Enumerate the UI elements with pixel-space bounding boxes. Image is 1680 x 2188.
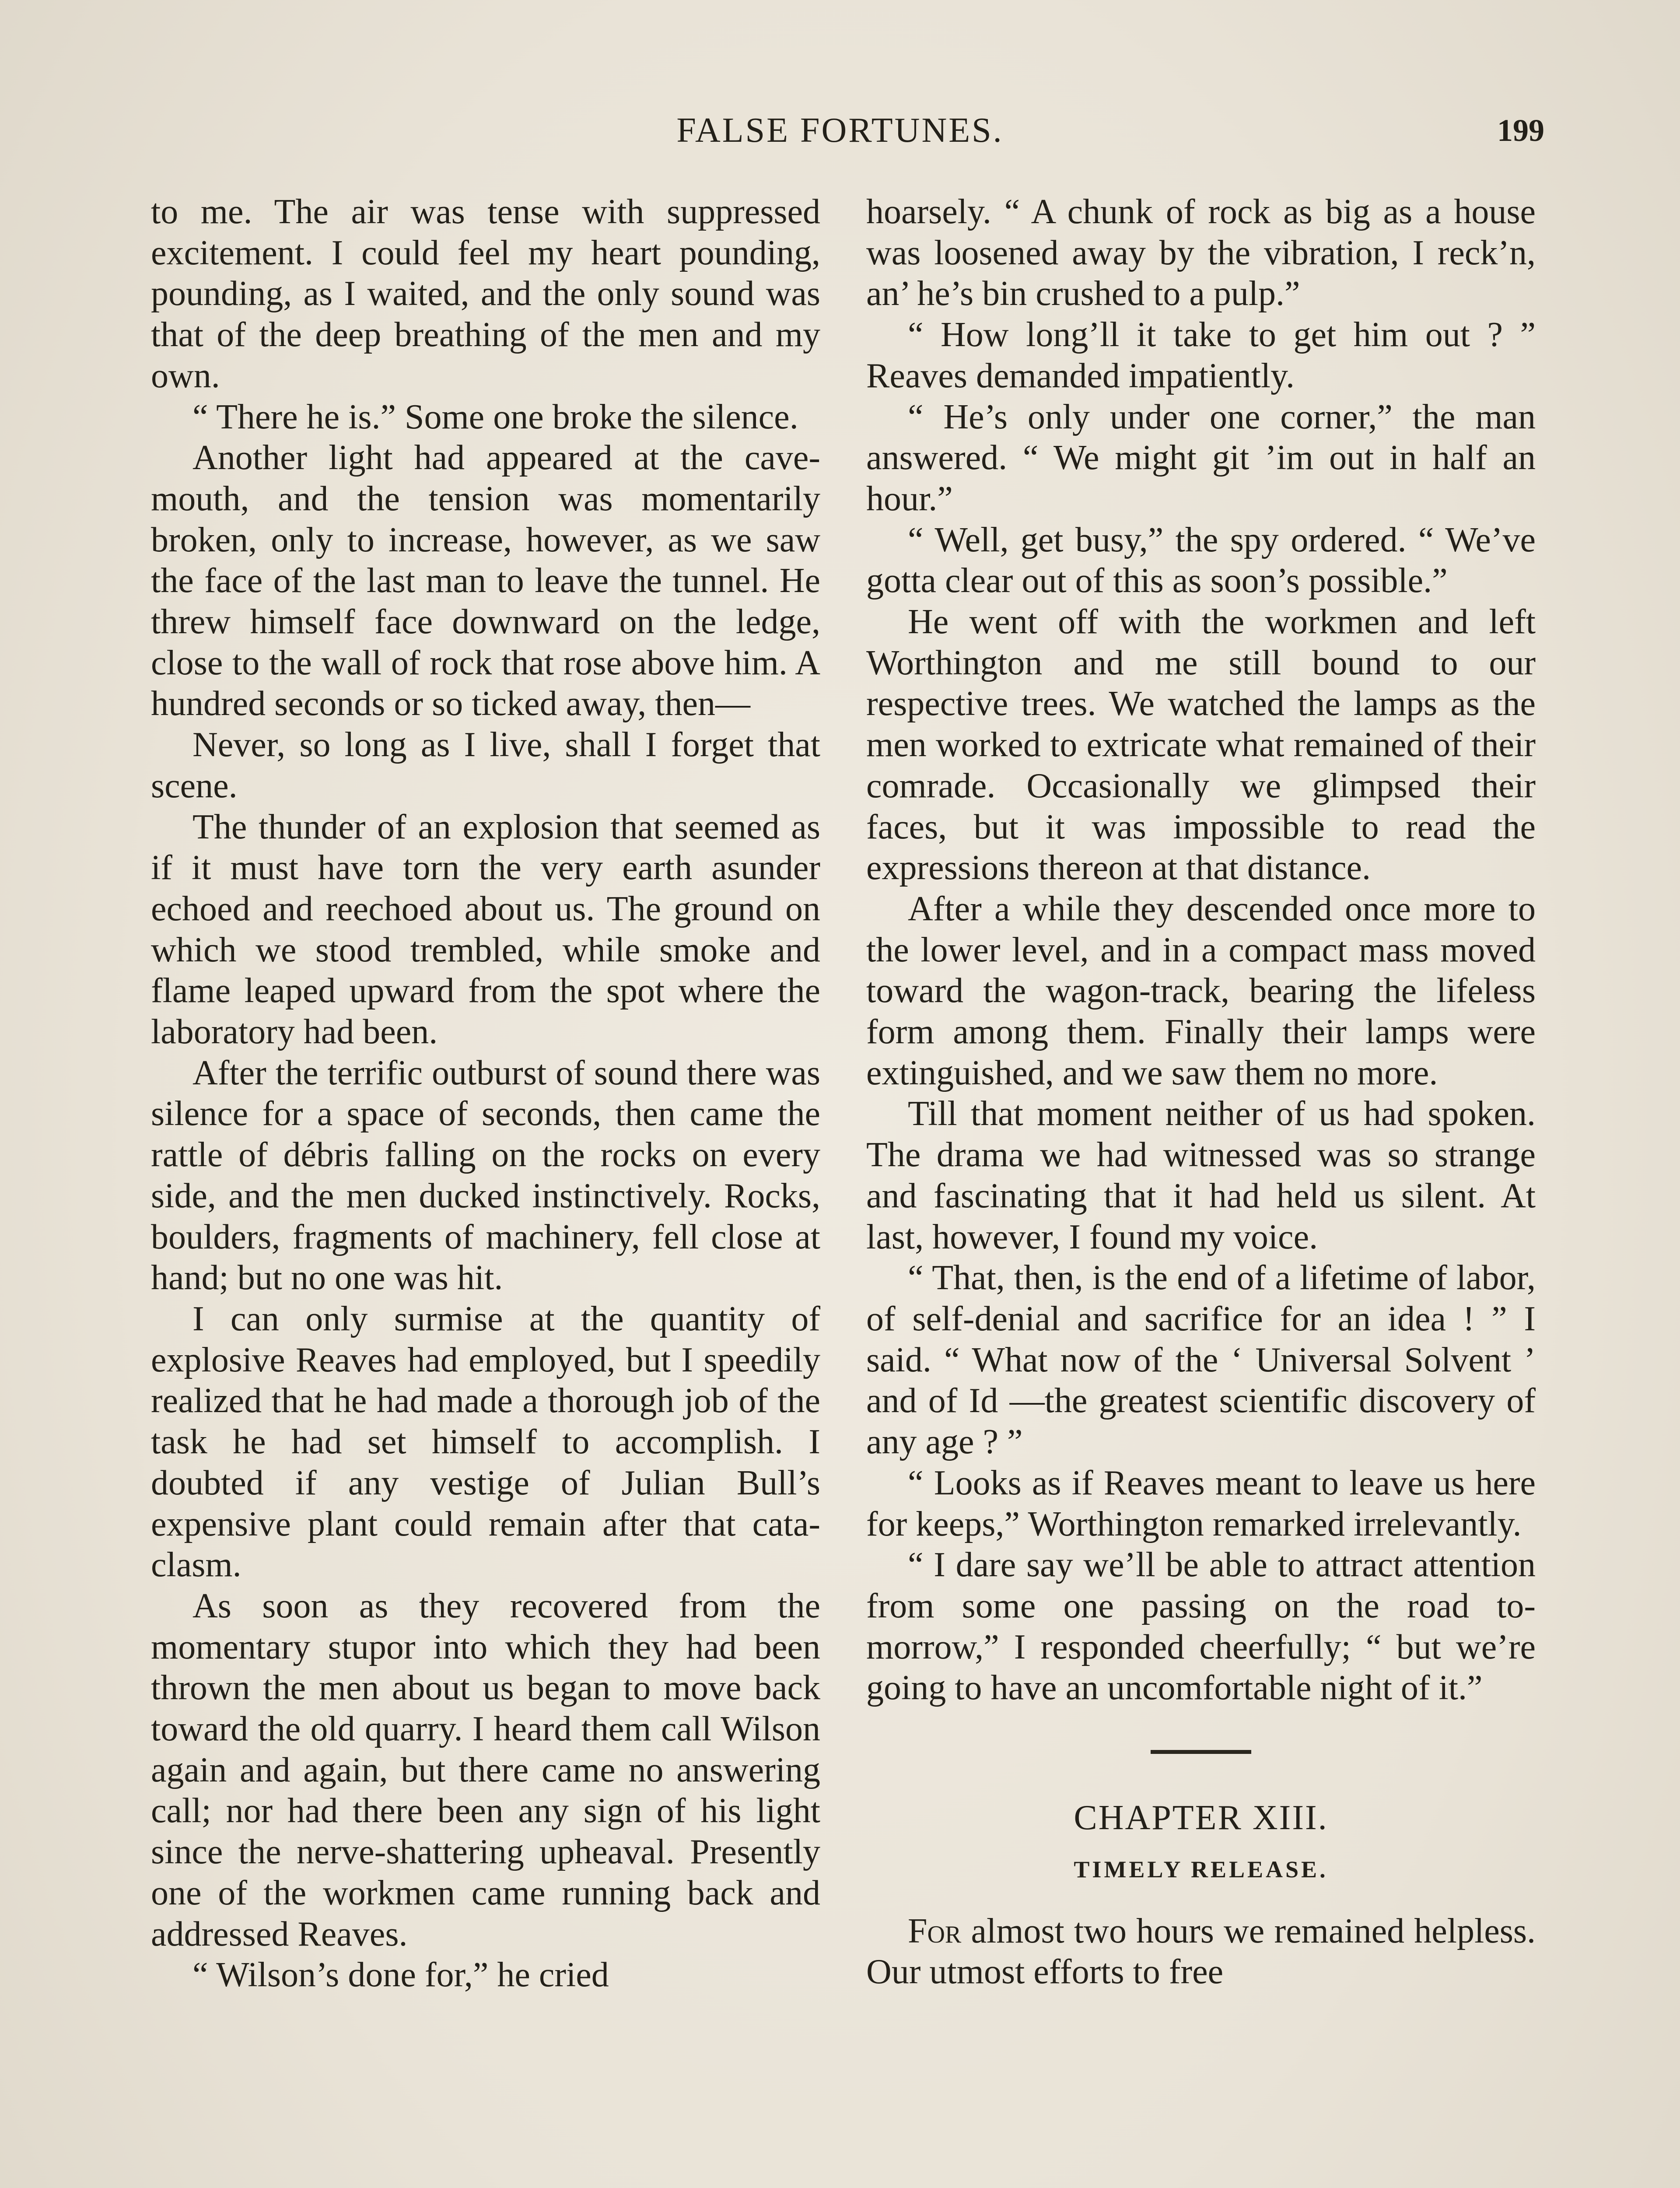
chapter-divider-rule xyxy=(1151,1750,1251,1754)
paragraph: He went off with the workmen and left Worthington and me still bound to our respective trees. We watched the lamps as the men worked to extricate what remained of their comrade. Occasionally we glimpsed their faces, but it was impossible to read the expressions thereon at that distance. xyxy=(866,603,1536,887)
paragraph: “ Wilson’s done for,” he cried xyxy=(192,1956,609,1995)
paragraph: Never, so long as I live, shall I forget that scene. xyxy=(151,726,820,805)
paragraph: Another light had appeared at the cave-mouth, and the tension was momentarily broken, only to increase, however, as we saw the face of the last man to leave the tunnel. He threw himself face downward on the ledge, close to the wall of rock that rose above him. A hundred seconds or so ticked away, then— xyxy=(151,438,820,723)
opening-lead-word: For xyxy=(908,1911,962,1950)
right-text-column xyxy=(866,192,1536,1993)
paragraph: to me. The air was tense with suppressed excitement. I could feel my heart pounding, pounding, as I waited, and the only sound was that of the deep breathing of the men and my own. xyxy=(151,193,820,395)
paragraph: Till that moment neither of us had spoken. The drama we had witnessed was so strange and fascinating that it had held us silent. At last, however, I found my voice. xyxy=(866,1094,1536,1256)
chapter-opening-paragraph xyxy=(866,1911,1536,1993)
running-title: FALSE FORTUNES. xyxy=(676,111,1004,150)
paragraph: “ Well, get busy,” the spy ordered. “ We’ve gotta clear out of this as soon’s possible.” xyxy=(866,520,1536,600)
paragraph: hoarsely. “ A chunk of rock as big as a house was loosened away by the vibration, I reck’n, an’ he’s bin crushed to a pulp.” xyxy=(866,193,1536,313)
paragraph: I can only surmise at the quantity of explosive Reaves had employed, but I speedily realized that he had made a thorough job of the task he had set himself to accomplish. I doubted if any vestige of Julian Bull’s expensive plant could remain after that cataclasm. xyxy=(151,1299,820,1585)
paragraph: “ That, then, is the end of a lifetime of labor, of self-denial and sacrifice for an idea ! ” I said. “ What now of the ‘ Universal Solvent ’ and of Id —the greatest scientific discovery of any age ? ” xyxy=(866,1259,1536,1462)
chapter-title: CHAPTER XIII. xyxy=(1074,1799,1328,1837)
paragraph: The thunder of an explosion that seemed as if it must have torn the very earth asunder echoed and reechoed about us. The ground on which we stood trembled, while smoke and flame leaped upward from the spot where the laboratory had been. xyxy=(151,807,820,1052)
paragraph: After the terrific outburst of sound there was silence for a space of seconds, then came the rattle of débris falling on the rocks on every side, and the men ducked instinctively. Rocks, boulders, fragments of machinery, fell close at hand; but no one was hit. xyxy=(151,1053,820,1297)
paragraph: “ How long’ll it take to get him out ? ” Reaves demanded impatiently. xyxy=(866,316,1536,395)
left-text-column xyxy=(151,192,820,1996)
paragraph: “ I dare say we’ll be able to attract attention from some one passing on the road to-morrow,” I responded cheerfully; “ but we’re going to have an uncomfortable night of it.” xyxy=(866,1546,1536,1708)
paragraph: After a while they descended once more to the lower level, and in a compact mass moved toward the wagon-track, bearing the lifeless form among them. Finally their lamps were extinguished, and we saw them no more. xyxy=(866,889,1536,1092)
chapter-subtitle: TIMELY RELEASE. xyxy=(1074,1856,1328,1883)
paragraph: “ He’s only under one corner,” the man answered. “ We might git ’im out in half an hour.” xyxy=(866,397,1536,518)
opening-text: almost two hours we remained helpless. Our utmost efforts to free xyxy=(866,1911,1536,1992)
paragraph: “ There he is.” Some one broke the silence. xyxy=(192,397,798,436)
paragraph: “ Looks as if Reaves meant to leave us here for keeps,” Worthington remarked irrelevantly. xyxy=(866,1463,1536,1543)
paragraph: As soon as they recovered from the momentary stupor into which they had been thrown the men about us began to move back toward the old quarry. I heard them call Wilson again and again, but there came no answering call; nor had there been any sign of his light since the nerve-shattering upheaval. Presently one of the workmen came running back and addressed Reaves. xyxy=(151,1586,820,1953)
page-number: 199 xyxy=(1497,113,1544,148)
